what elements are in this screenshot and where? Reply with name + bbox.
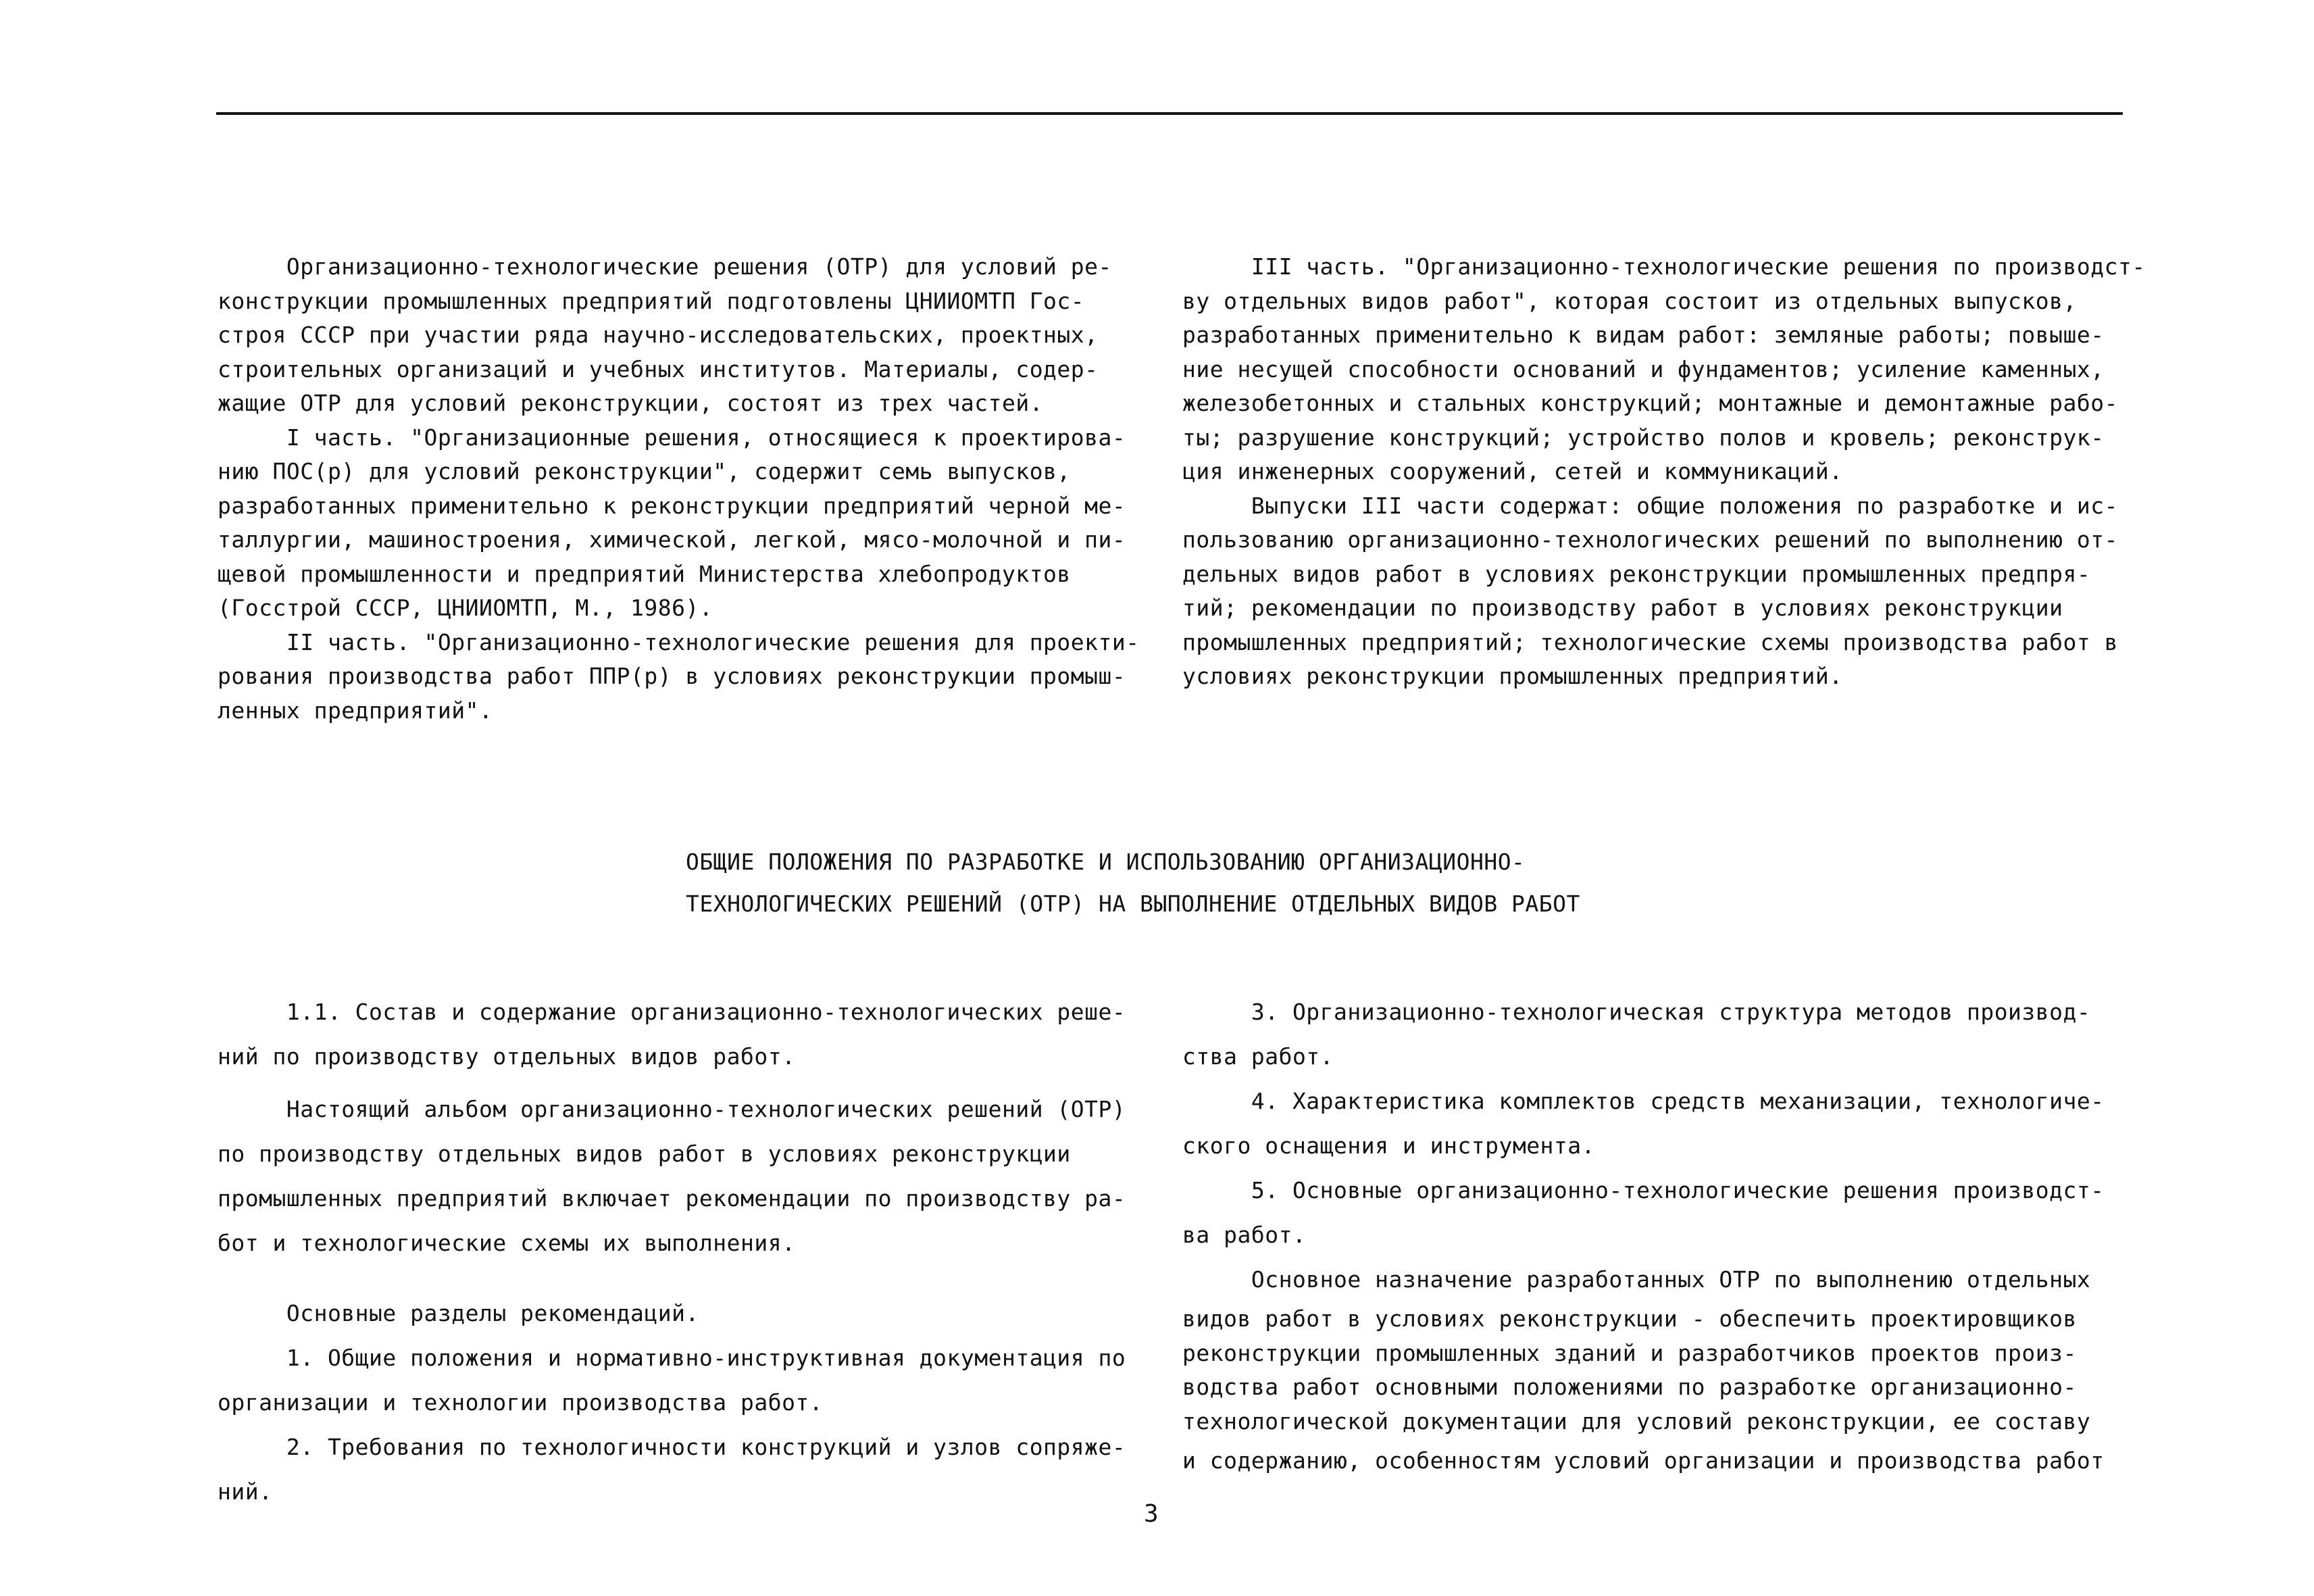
text-line: ленных предприятий".: [218, 697, 493, 724]
text-line: железобетонных и стальных конструкций; монтажные и демонтажные рабо-: [1182, 390, 2119, 416]
section-heading-line-1: ОБЩИЕ ПОЛОЖЕНИЯ ПО РАЗРАБОТКЕ И ИСПОЛЬЗОВАНИЮ ОРГАНИЗАЦИОННО-: [686, 849, 1526, 875]
text-line: щевой промышленности и предприятий Министерства хлебопродуктов: [218, 560, 1071, 587]
body-column-left: [218, 990, 1126, 1514]
body-column-right: [1182, 990, 2105, 1483]
text-line: таллургии, машиностроения, химической, легкой, мясо-молочной и пи-: [218, 526, 1126, 553]
text-line: 3. Организационно-технологическая структура методов производ-: [1182, 999, 2091, 1025]
text-line: Организационно-технологические решения (ОТР) для условий ре-: [218, 253, 1112, 280]
text-line: разработанных применительно к видам работ: земляные работы; повыше-: [1182, 322, 2105, 348]
text-line: Основные разделы рекомендаций.: [218, 1300, 699, 1326]
text-line: реконструкции промышленных зданий и разработчиков проектов произ-: [1182, 1339, 2077, 1366]
text-line: промышленных предприятий; технологические схемы производства работ в: [1182, 628, 2119, 655]
text-line: промышленных предприятий включает рекомендации по производству ра-: [218, 1185, 1126, 1212]
text-line: ний по производству отдельных видов работ.: [218, 1043, 796, 1070]
text-line: III часть. "Организационно-технологические решения по производст-: [1182, 253, 2146, 280]
section-heading-line-2: ТЕХНОЛОГИЧЕСКИХ РЕШЕНИЙ (ОТР) НА ВЫПОЛНЕНИЕ ОТДЕЛЬНЫХ ВИДОВ РАБОТ: [686, 891, 1580, 917]
text-line: Основное назначение разработанных ОТР по выполнению отдельных: [1182, 1266, 2091, 1293]
intro-column-right: [1182, 250, 2146, 694]
text-line: по производству отдельных видов работ в условиях реконструкции: [218, 1141, 1071, 1167]
text-line: строя СССР при участии ряда научно-исследовательских, проектных,: [218, 322, 1099, 348]
text-line: строительных организаций и учебных институтов. Материалы, содер-: [218, 355, 1099, 382]
text-line: 1. Общие положения и нормативно-инструктивная документация по: [218, 1345, 1126, 1371]
text-line: ва работ.: [1182, 1222, 1307, 1248]
text-line: бот и технологические схемы их выполнения.: [218, 1230, 796, 1256]
text-line: технологической документации для условий реконструкции, ее составу: [1182, 1407, 2091, 1435]
text-line: Выпуски III части содержат: общие положения по разработке и ис-: [1182, 492, 2119, 519]
text-line: (Госстрой СССР, ЦНИИОМТП, М., 1986).: [218, 595, 713, 621]
text-line: ция инженерных сооружений, сетей и коммуникаций.: [1182, 458, 1843, 484]
text-line: ние несущей способности оснований и фундаментов; усиление каменных,: [1182, 355, 2105, 382]
text-line: видов работ в условиях реконструкции - обеспечить проектировщиков: [1182, 1305, 2077, 1332]
text-line: II часть. "Организационно-технологические решения для проекти-: [218, 628, 1140, 655]
text-line: 5. Основные организационно-технологические решения производст-: [1182, 1177, 2105, 1203]
text-line: организации и технологии производства работ.: [218, 1389, 824, 1416]
text-line: 1.1. Состав и содержание организационно-технологических реше-: [218, 999, 1126, 1025]
text-line: ства работ.: [1182, 1043, 1334, 1070]
text-line: ву отдельных видов работ", которая состоит из отдельных выпусков,: [1182, 287, 2077, 314]
text-line: дельных видов работ в условиях реконструкции промышленных предпря-: [1182, 560, 2091, 587]
top-rule: [216, 112, 2123, 115]
text-line: нию ПОС(р) для условий реконструкции", содержит семь выпусков,: [218, 458, 1071, 484]
text-line: ты; разрушение конструкций; устройство полов и кровель; реконструк-: [1182, 424, 2105, 451]
text-line: жащие ОТР для условий реконструкции, состоят из трех частей.: [218, 390, 1044, 416]
intro-column-left: [218, 250, 1140, 728]
text-line: разработанных применительно к реконструкции предприятий черной ме-: [218, 492, 1126, 519]
text-line: I часть. "Организационные решения, относящиеся к проектирова-: [218, 424, 1126, 451]
text-line: 2. Требования по технологичности конструкций и узлов сопряже-: [218, 1434, 1126, 1460]
text-line: рования производства работ ППР(р) в условиях реконструкции промыш-: [218, 663, 1126, 689]
page-number: 3: [1144, 1500, 1159, 1528]
text-line: ний.: [218, 1478, 273, 1505]
text-line: и содержанию, особенностям условий организации и производства работ: [1182, 1447, 2105, 1474]
text-line: ского оснащения и инструмента.: [1182, 1132, 1596, 1159]
text-line: 4. Характеристика комплектов средств механизации, технологиче-: [1182, 1088, 2105, 1114]
text-line: Настоящий альбом организационно-технологических решений (ОТР): [218, 1096, 1126, 1122]
text-line: пользованию организационно-технологических решений по выполнению от-: [1182, 526, 2119, 553]
text-line: условиях реконструкции промышленных предприятий.: [1182, 663, 1843, 689]
text-line: конструкции промышленных предприятий подготовлены ЦНИИОМТП Гос-: [218, 287, 1085, 314]
text-line: водства работ основными положениями по разработке организационно-: [1182, 1374, 2077, 1400]
text-line: тий; рекомендации по производству работ в условиях реконструкции: [1182, 595, 2063, 621]
